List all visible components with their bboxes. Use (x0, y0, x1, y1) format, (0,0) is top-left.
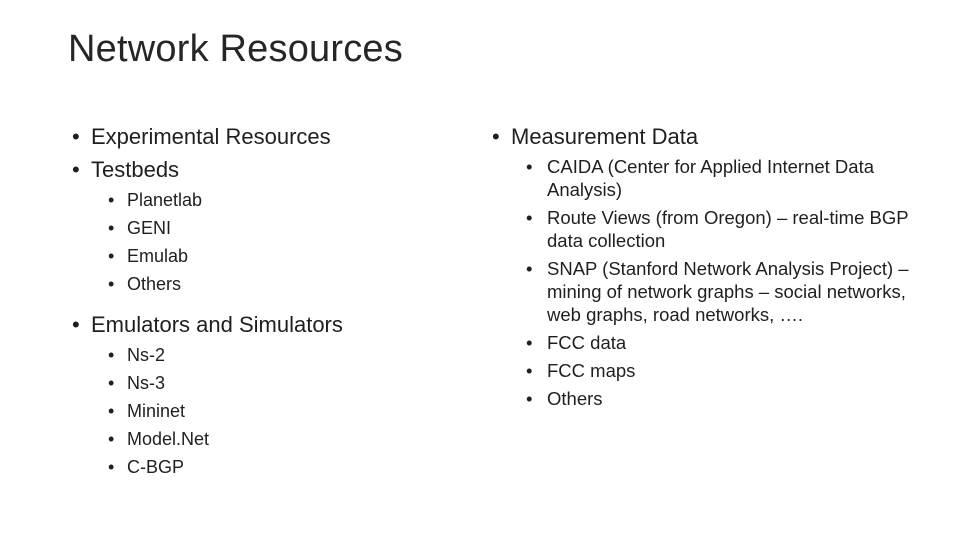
measurement-item: • SNAP (Stanford Network Analysis Project) – mining of network graphs – social networks, web graphs, road networks, …. (492, 257, 912, 326)
testbed-item: • Planetlab (72, 186, 452, 214)
testbed-item: • Others (72, 270, 452, 298)
emulator-item: • Mininet (72, 397, 452, 425)
emulator-item: • Ns-3 (72, 369, 452, 397)
bullet-measurement-data: • Measurement Data (492, 120, 912, 153)
measurement-item: • FCC maps (492, 359, 912, 382)
bullet-emulators-simulators: • Emulators and Simulators (72, 308, 452, 341)
bullet-experimental-resources: • Experimental Resources (72, 120, 452, 153)
measurement-item: • CAIDA (Center for Applied Internet Data Analysis) (492, 155, 912, 201)
testbed-item: • Emulab (72, 242, 452, 270)
emulator-item: • Ns-2 (72, 341, 452, 369)
measurement-item: • FCC data (492, 331, 912, 354)
testbed-item: • GENI (72, 214, 452, 242)
right-column (492, 120, 912, 415)
measurement-item: • Route Views (from Oregon) – real-time BGP data collection (492, 206, 912, 252)
measurement-item: • Others (492, 387, 912, 410)
emulator-item: • C-BGP (72, 453, 452, 481)
left-column (72, 120, 452, 481)
emulator-item: • Model.Net (72, 425, 452, 453)
bullet-testbeds: • Testbeds (72, 153, 452, 186)
right-bullet-list (492, 120, 912, 410)
left-bullet-list (72, 120, 452, 481)
slide-title: Network Resources (68, 28, 403, 70)
